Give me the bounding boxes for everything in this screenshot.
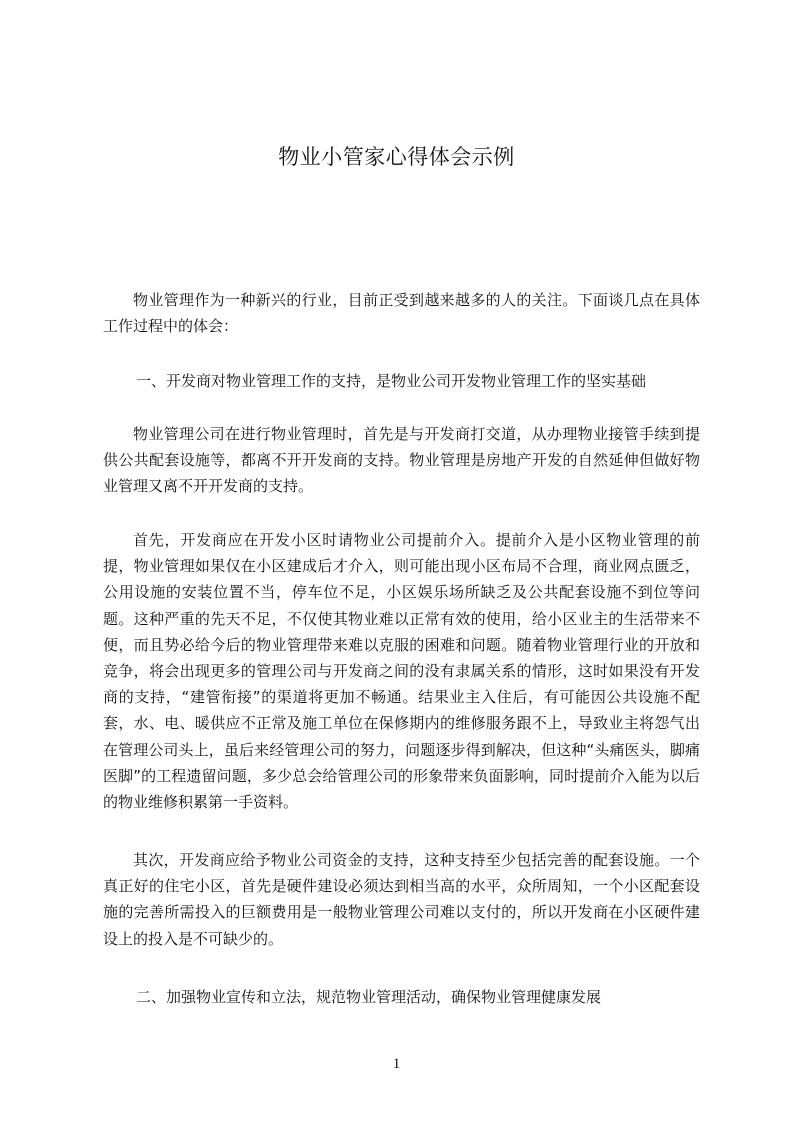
section-heading-1: 一、开发商对物业管理工作的支持，是物业公司开发物业管理工作的坚实基础: [136, 372, 647, 390]
section-heading-2: 二、加强物业宣传和立法，规范物业管理活动，确保物业管理健康发展: [136, 988, 602, 1006]
body-paragraph-2: 首先，开发商应在开发小区时请物业公司提前介入。提前介入是小区物业管理的前提，物业管理如果仅在小区建成后才介入，则可能出现小区布局不合理，商业网点匮乏，公用设施的安装位置不当，停车位不足，小区娱乐场所缺乏及公共配套设施不到位等问题。这种严重的先天不足，不仅使其物业难以正常有效的使用，给小区业主的生活带来不便，而且势必给今后的物业管理带来难以克服的困难和问题。随着物业管理行业的开放和竞争，将会出现更多的管理公司与开发商之间的没有隶属关系的情形，这时如果没有开发商的支持，“建管衔接”的渠道将更加不畅通。结果业主入住后，有可能因公共设施不配套，水、电、暖供应不正常及施工单位在保修期内的维修服务跟不上，导致业主将怨气出在管理公司头上，虽后来经管理公司的努力，问题逐步得到解决，但这种“头痛医头，脚痛医脚”的工程遗留问题，多少总会给管理公司的形象带来负面影响，同时提前介入能为以后的物业维修积累第一手资料。: [103, 531, 700, 812]
page-number: 1: [392, 1056, 401, 1072]
body-paragraph-1: 物业管理公司在进行物业管理时，首先是与开发商打交道，从办理物业接管手续到提供公共配套设施等，都离不开开发商的支持。物业管理是房地产开发的自然延伸但做好物业管理又离不开开发商的支持。: [103, 425, 700, 496]
intro-paragraph: 物业管理作为一种新兴的行业，目前正受到越来越多的人的关注。下面谈几点在具体工作过程中的体会：: [103, 291, 700, 336]
document-title: 物业小管家心得体会示例: [278, 145, 515, 169]
body-paragraph-3: 其次，开发商应给予物业公司资金的支持，这种支持至少包括完善的配套设施。一个真正好的住宅小区，首先是硬件建设必须达到相当高的水平，众所周知，一个小区配套设施的完善所需投入的巨额费用是一般物业管理公司难以支付的，所以开发商在小区硬件建设上的投入是不可缺少的。: [103, 851, 700, 948]
